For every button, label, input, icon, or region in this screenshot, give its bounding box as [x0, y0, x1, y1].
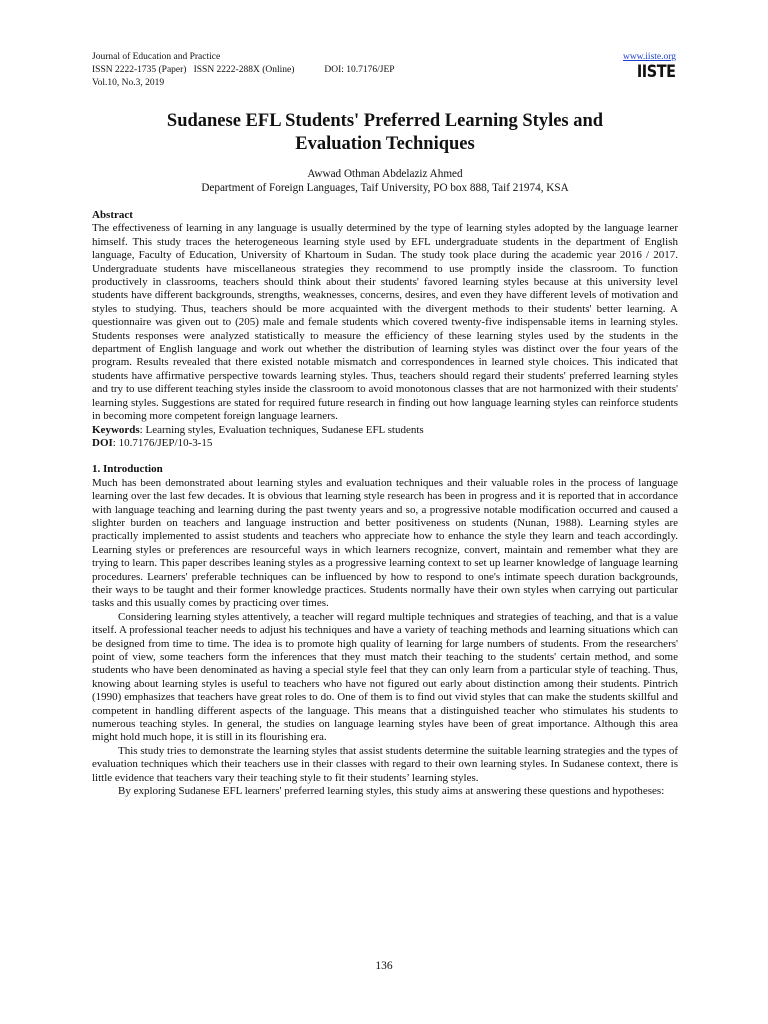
abstract-text: The effectiveness of learning in any language is usually determined by the type of learning styles adopted by the language learner himself. This study traces the heterogeneous learning style used by EFL undergraduate students in the department of English language, Faculty of Education, University of Khartoum in Sudan. The study took place during the academic year 2016 / 2017. Undergraduate students have miscellaneous strategies they recommend to use promptly inside the classroom. To function productively in classrooms, teachers should think about their students' favored learning styles because at this university level students have different backgrounds, strengths, weaknesses, concerns, desires, and even they have different levels of motivation and styles to studying. Thus, teachers should be more acquainted with the divergent methods to their students' better learning. A questionnaire was given out to (205) male and female students which covered twenty-five indispensable items in learning styles. Students responses were analyzed statistically to measure the efficiency of these learning styles used by the students in the department of English language and work out whether the distribution of learning styles was distinct over the four years of the program. Results revealed that there existed notable mismatch and correspondences in learned style choices. This indicated that students have affirmative perspective towards learning styles. Thus, teachers should regard their students' preferred learning styles and try to use different teaching styles inside the classroom to avoid monotonous classes that are not harmonized with their students' learning styles. Suggestions are stated for required future research in finding out how language learning styles can reinforce students in becoming more competent foreign language learners.: [92, 222, 678, 423]
title-line-1: Sudanese EFL Students' Preferred Learning Styles and: [166, 111, 604, 131]
intro-paragraph-3: This study tries to demonstrate the learning styles that assist students determine the suitable learning strategies and the types of evaluation techniques which their teachers use in their classes with regard to their own learning styles. In Sudanese context, there is little evidence that teachers vary their teaching style to fit their students’ learning styles.: [92, 744, 678, 784]
author-affiliation: Department of Foreign Languages, Taif University, PO box 888, Taif 21974, KSA: [201, 182, 569, 194]
doi-value: : 10.7176/JEP/10-3-15: [112, 436, 213, 449]
doi-line: [92, 437, 678, 450]
header-right: [623, 51, 676, 82]
intro-paragraph-4: By exploring Sudanese EFL learners' preferred learning styles, this study aims at answering these questions and hypotheses:: [118, 785, 665, 798]
keywords-label: Keywords: [92, 423, 140, 436]
keywords-line: [92, 424, 678, 437]
issn-line: [92, 64, 395, 77]
page-number: 136: [375, 960, 393, 972]
keywords-value: : Learning styles, Evaluation techniques, Sudanese EFL students: [139, 423, 424, 436]
abstract-heading: Abstract: [92, 209, 133, 221]
author-block: [92, 167, 678, 195]
paper-title: [92, 110, 678, 156]
iiste-logo: IISTE: [637, 62, 676, 82]
author-name: Awwad Othman Abdelaziz Ahmed: [307, 168, 463, 180]
intro-paragraph-1: Much has been demonstrated about learning styles and evaluation techniques and their valuable roles in the process of language learning over the last few decades. It is obvious that learning style research has been in progress and it is reported that in accordance with language teaching and learning during the past twenty years and so, a progressive notable modification occurred and caused a slighter burden on teachers and language instruction and better positiveness on students (Nunan, 1988). Learning styles are practically implemented to assist students and teachers who appreciate how to enhance the style they learn and teach accordingly. Learning styles or preferences are resourceful ways in which learners recognize, convert, maintain and remember what they are trying to learn. This paper describes leaning styles as a progressive learning context to set up learner knowledge of language learning procedures. Learners' preferable techniques can be influenced by how to respond to one's intimate speech duration backgrounds, their ways to be taught and their former knowledge practices. Students normally have their own styles when carrying out particular tasks and this usually comes by practicing over times.: [92, 476, 678, 610]
doi-label: DOI: [92, 436, 113, 449]
journal-name: Journal of Education and Practice: [92, 52, 221, 62]
title-line-2: Evaluation Techniques: [295, 134, 475, 154]
paper-content: [92, 110, 678, 798]
section-heading: 1. Introduction: [92, 463, 163, 476]
journal-header: [92, 51, 395, 90]
website-link[interactable]: www.iiste.org: [622, 52, 676, 62]
journal-doi: DOI: 10.7176/JEP: [324, 65, 395, 75]
issn: ISSN 2222-1735 (Paper) ISSN 2222-288X (Online): [92, 65, 295, 75]
volume-line: Vol.10, No.3, 2019: [92, 78, 165, 88]
intro-paragraph-2: Considering learning styles attentively, a teacher will regard multiple techniques and strategies of teaching, and that is a value itself. A professional teacher needs to adjust his techniques and have a variety of teaching methods and learning situations which can be designed from time to time. The idea is to promote high quality of learning for large numbers of students. From the researchers' point of view, some teachers form the inferences that they must match their teaching to the students' certain method, and some students who have been denominated as having a special style feel that they can only learn from a particular style of teaching. Thus, knowing about learning styles is useful to teachers who have not figured out early about distinction among their students. Pintrich (1990) emphasizes that teachers have great roles to do. One of them is to find out vivid styles that can make the students skillful and competent in handling different aspects of the language. This means that a distinguished teacher who stimulates his students to numerous teaching styles. In general, the studies on language learning styles have been of great importance. Although this area might hold much hope, it is still in its flourishing era.: [92, 610, 678, 744]
